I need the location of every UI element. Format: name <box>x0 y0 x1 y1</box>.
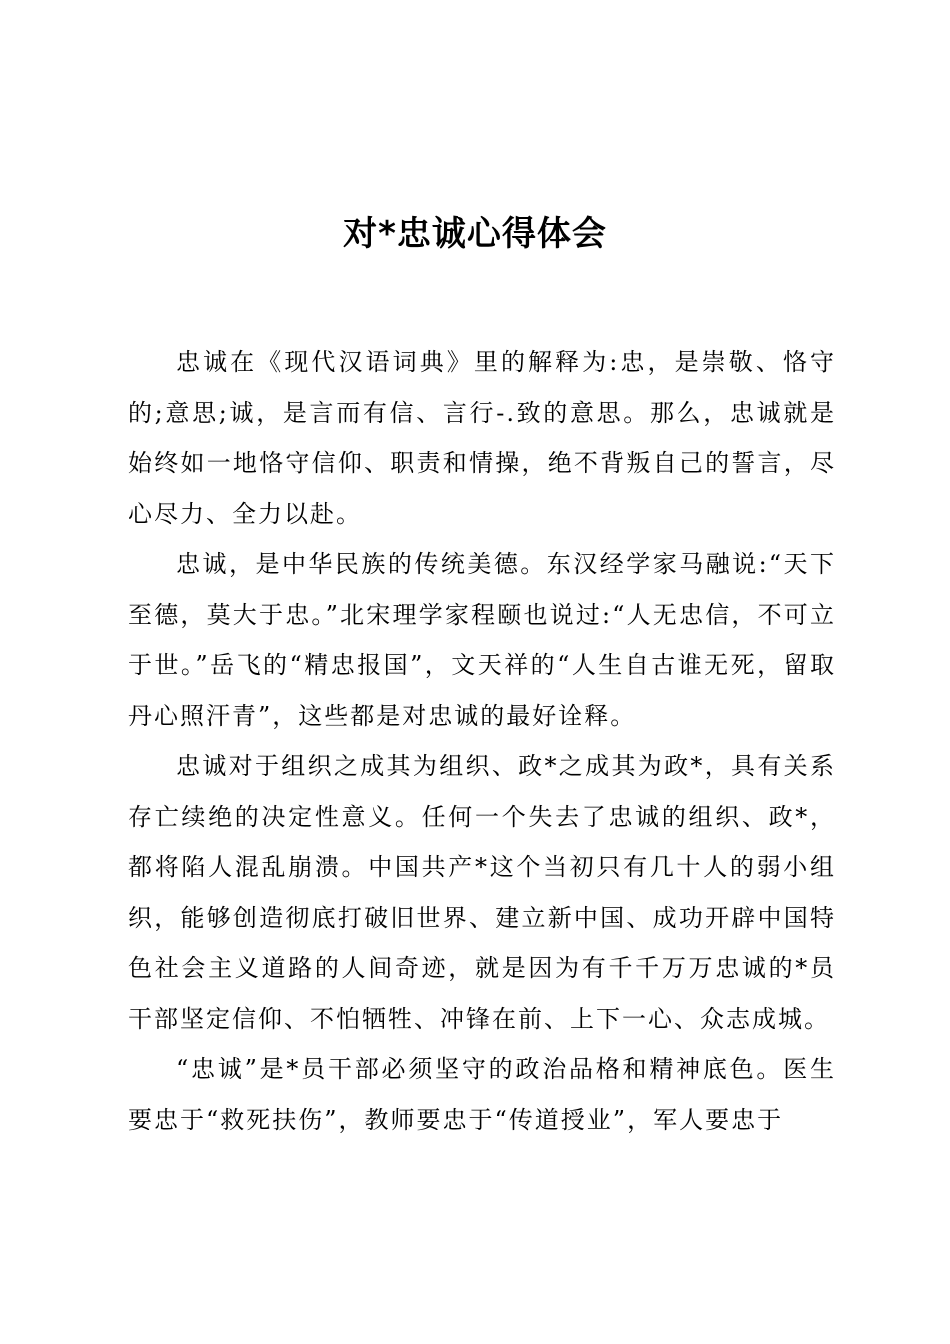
paragraph-3: 忠诚对于组织之成其为组织、政*之成其为政*，具有关系存亡续绝的决定性意义。任何一个失去了忠诚的组织、政*，都将陷人混乱崩溃。中国共产*这个当初只有几十人的弱小组织，能够创造彻底打破旧世界、建立新中国、成功开辟中国特色社会主义道路的人间奇迹，就是因为有千千万万忠诚的*员干部坚定信仰、不怕牺牲、冲锋在前、上下一心、众志成城。 <box>128 752 836 1033</box>
paragraph-4: “忠诚”是*员干部必须坚守的政治品格和精神底色。医生要忠于“救死扶伤”，教师要忠于“传道授业”，军人要忠于 <box>128 1055 836 1134</box>
paragraph-1: 忠诚在《现代汉语词典》里的解释为:忠，是崇敬、恪守的;意思;诚，是言而有信、言行-.致的意思。那么，忠诚就是始终如一地恪守信仰、职责和情操，绝不背叛自己的誓言，尽心尽力、全力以赴。 <box>128 348 836 528</box>
document-title: 对*忠诚心得体会 <box>343 214 607 254</box>
document-body <box>128 337 836 1145</box>
paragraph-2: 忠诚，是中华民族的传统美德。东汉经学家马融说:“天下至德，莫大于忠。”北宋理学家程颐也说过:“人无忠信，不可立于世。”岳飞的“精忠报国”，文天祥的“人生自古谁无死，留取丹心照汗青”，这些都是对忠诚的最好诠释。 <box>128 550 836 730</box>
